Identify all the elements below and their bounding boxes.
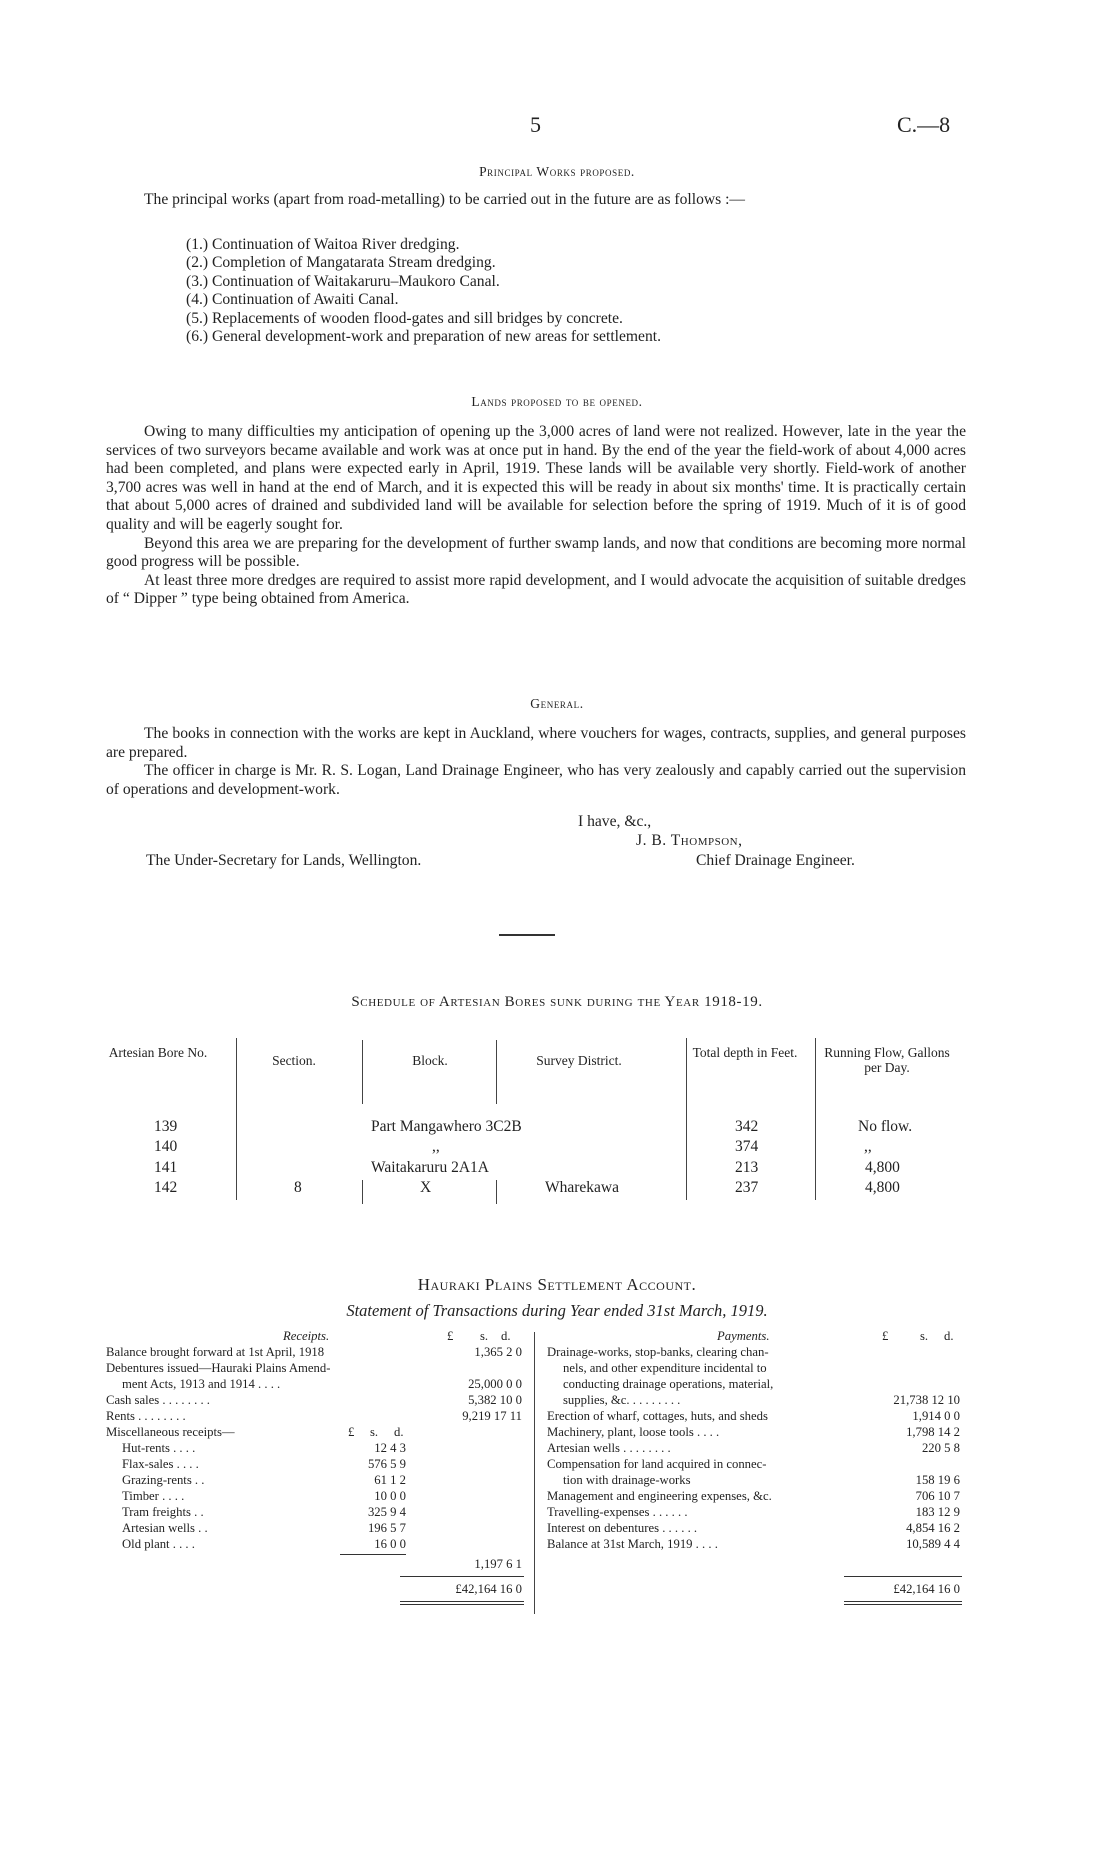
receipts-label: Receipts. xyxy=(283,1329,330,1343)
lands-paragraph: Beyond this area we are preparing for the development of further swamp lands, and now that conditions are becoming more normal good progress will be possible. xyxy=(106,534,966,571)
total-rule-top xyxy=(400,1576,524,1577)
payment-line: Drainage-works, stop-banks, clearing chan- xyxy=(547,1345,769,1359)
signature-name: J. B. Thompson, xyxy=(636,832,743,849)
payment-line: tion with drainage-works xyxy=(563,1473,691,1487)
col-header-depth: Total depth in Feet. xyxy=(692,1045,798,1060)
page-number: 5 xyxy=(530,112,541,137)
misc-item-label: Old plant . . . . xyxy=(122,1537,195,1551)
pay-total-rule-top xyxy=(844,1576,962,1577)
cell-flow: ,, xyxy=(864,1138,872,1155)
col-header-district: Survey District. xyxy=(536,1053,622,1068)
pay-col-shillings-label: s. xyxy=(920,1329,929,1343)
sub-pence-label: d. xyxy=(394,1425,404,1439)
cell-bore-no: 142 xyxy=(154,1179,178,1196)
payment-amount: 1,914 0 0 xyxy=(912,1409,960,1423)
total-rule-bottom xyxy=(400,1604,524,1605)
misc-item-amount: 325 9 4 xyxy=(367,1505,406,1519)
payment-line: Erection of wharf, cottages, huts, and sheds xyxy=(547,1409,768,1423)
works-item: (6.) General development-work and preparation of new areas for settlement. xyxy=(186,328,661,346)
works-item: (3.) Continuation of Waitakaruru–Maukoro Canal. xyxy=(186,272,500,290)
misc-item-label: Grazing-rents . . xyxy=(122,1473,205,1487)
works-intro xyxy=(106,191,966,210)
col-rule xyxy=(362,1180,363,1204)
works-item: (2.) Completion of Mangatarata Stream dredging. xyxy=(186,254,496,272)
document-code: C.—8 xyxy=(897,112,951,137)
col-pence-label: d. xyxy=(501,1329,511,1343)
misc-item-amount: 61 1 2 xyxy=(374,1473,406,1487)
payment-line: Management and engineering expenses, &c. xyxy=(547,1489,772,1503)
receipt-misc: Miscellaneous receipts— xyxy=(106,1425,235,1439)
cell-block: Part Mangawhero 3C2B xyxy=(371,1118,522,1135)
section-divider xyxy=(499,934,555,936)
payment-amount: 220 5 8 xyxy=(921,1441,960,1455)
payments-label: Payments. xyxy=(717,1329,770,1343)
col-rule xyxy=(236,1038,237,1104)
payment-line: nels, and other expenditure incidental to xyxy=(563,1361,767,1375)
misc-item-label: Tram freights . . xyxy=(122,1505,204,1519)
works-item: (5.) Replacements of wooden flood-gates and sill bridges by concrete. xyxy=(186,309,623,327)
signature-title: Chief Drainage Engineer. xyxy=(696,852,855,869)
subtotal-rule xyxy=(340,1554,406,1555)
bores-heading: Schedule of Artesian Bores sunk during the Year 1918-19. xyxy=(351,994,763,1010)
cell-bore-no: 140 xyxy=(154,1138,178,1155)
cell-bore-no: 139 xyxy=(154,1118,178,1135)
account-divider xyxy=(534,1332,535,1614)
cell-district: Wharekawa xyxy=(545,1179,620,1196)
payment-line: conducting drainage operations, material, xyxy=(563,1377,774,1391)
payment-line: Machinery, plant, loose tools . . . . xyxy=(547,1425,720,1439)
cell-depth: 374 xyxy=(735,1138,759,1155)
payment-amount: 10,589 4 4 xyxy=(906,1537,960,1551)
payment-line: Artesian wells . . . . . . . . xyxy=(547,1441,671,1455)
payment-amount: 1,798 14 2 xyxy=(906,1425,960,1439)
lands-paragraph: At least three more dredges are required to assist more rapid development, and I would advocate the acquisition of suitable dredges of “ Dipper ” type being obtained from America. xyxy=(106,571,966,608)
col-rule xyxy=(686,1038,687,1104)
col-header-section: Section. xyxy=(272,1053,316,1068)
payment-line: Compensation for land acquired in connec- xyxy=(547,1457,767,1471)
col-rule xyxy=(496,1040,497,1104)
receipt-balance-amount: 1,365 2 0 xyxy=(474,1345,522,1359)
payment-line: supplies, &c. . . . . . . . . xyxy=(563,1393,681,1407)
receipt-cash: Cash sales . . . . . . . . xyxy=(106,1393,210,1407)
works-heading: Principal Works proposed. xyxy=(479,164,635,179)
receipt-debentures: Debentures issued—Hauraki Plains Amend- xyxy=(106,1361,331,1375)
cell-block: ,, xyxy=(432,1138,440,1155)
cell-depth: 342 xyxy=(735,1118,759,1135)
payment-line: Balance at 31st March, 1919 . . . . xyxy=(547,1537,718,1551)
lands-heading: Lands proposed to be opened. xyxy=(471,394,643,409)
works-list xyxy=(186,236,661,346)
account-subheading: Statement of Transactions during Year ended 31st March, 1919. xyxy=(346,1301,768,1320)
col-rule xyxy=(362,1040,363,1104)
cell-block: Waitakaruru 2A1A xyxy=(371,1159,489,1176)
signature-closing: I have, &c., xyxy=(578,813,652,830)
col-header-block: Block. xyxy=(412,1053,448,1068)
cell-flow: 4,800 xyxy=(865,1159,900,1176)
col-rule xyxy=(815,1104,816,1200)
cell-block: X xyxy=(420,1179,432,1196)
works-item: (1.) Continuation of Waitoa River dredging. xyxy=(186,236,460,253)
col-rule xyxy=(815,1038,816,1104)
misc-total-amount: 1,197 6 1 xyxy=(474,1557,522,1571)
misc-item-label: Hut-rents . . . . xyxy=(122,1441,196,1455)
general-paragraph: The books in connection with the works are kept in Auckland, where vouchers for wages, contracts, supplies, and general purposes are prepared. xyxy=(106,725,966,761)
general-paragraph: The officer in charge is Mr. R. S. Logan, Land Drainage Engineer, who has very zealously and capably carried out the supervision of operations and development-work. xyxy=(106,762,966,798)
misc-item-amount: 576 5 9 xyxy=(367,1457,406,1471)
misc-item-amount: 12 4 3 xyxy=(374,1441,406,1455)
pay-total-rule-bottom xyxy=(844,1604,962,1605)
general-body xyxy=(106,725,966,799)
general-heading: General. xyxy=(530,696,584,711)
misc-item-amount: 10 0 0 xyxy=(374,1489,406,1503)
receipt-rents: Rents . . . . . . . . xyxy=(106,1409,186,1423)
payment-amount: 4,854 16 2 xyxy=(906,1521,960,1535)
payment-line: Travelling-expenses . . . . . . xyxy=(547,1505,688,1519)
receipt-balance: Balance brought forward at 1st April, 1918 xyxy=(106,1345,325,1359)
col-header-bore: Artesian Bore No. xyxy=(108,1045,208,1060)
misc-item-amount: 196 5 7 xyxy=(367,1521,406,1535)
receipts-total: £42,164 16 0 xyxy=(455,1582,522,1596)
sub-shillings-label: s. xyxy=(370,1425,379,1439)
misc-item-amount: 16 0 0 xyxy=(374,1537,406,1551)
cell-section: 8 xyxy=(294,1179,302,1196)
pay-total-rule-bottom xyxy=(844,1601,962,1602)
pay-col-pounds-label: £ xyxy=(882,1329,889,1343)
total-rule-bottom xyxy=(400,1601,524,1602)
payment-amount: 158 19 6 xyxy=(915,1473,960,1487)
col-rule xyxy=(496,1180,497,1204)
payment-amount: 183 12 9 xyxy=(915,1505,960,1519)
misc-item-label: Timber . . . . xyxy=(122,1489,185,1503)
works-intro-text: The principal works (apart from road-metalling) to be carried out in the future are as follows :— xyxy=(144,191,746,208)
col-rule xyxy=(236,1104,237,1200)
payment-line: Interest on debentures . . . . . . xyxy=(547,1521,698,1535)
lands-body xyxy=(106,423,966,609)
payments-total: £42,164 16 0 xyxy=(893,1582,960,1596)
misc-item-label: Flax-sales . . . . xyxy=(122,1457,199,1471)
lands-paragraph: Owing to many difficulties my anticipation of opening up the 3,000 acres of land were not realized. However, late in the year the services of two surveyors became available and work was at once put in hand. By the end of the year the field-work of about 4,000 acres had been completed, and plans were expected early in April, 1919. These lands will be available very shortly. Field-work of another 3,700 acres was well in hand at the end of March, and it is expected this will be ready in about six months' time. It is practically certain that about 5,000 acres of drained and subdivided land will be available for selection before the spring of 1919. Much of it is of good quality and will be eagerly sought for. xyxy=(106,423,966,533)
receipt-rents-amount: 9,219 17 11 xyxy=(462,1409,522,1423)
payment-amount: 21,738 12 10 xyxy=(893,1393,960,1407)
col-shillings-label: s. xyxy=(480,1329,489,1343)
cell-depth: 237 xyxy=(735,1179,759,1196)
sub-pounds-label: £ xyxy=(348,1425,355,1439)
col-pounds-label: £ xyxy=(447,1329,454,1343)
pay-col-pence-label: d. xyxy=(944,1329,954,1343)
addressee: The Under-Secretary for Lands, Wellington. xyxy=(146,852,422,869)
cell-depth: 213 xyxy=(735,1159,759,1176)
account-heading: Hauraki Plains Settlement Account. xyxy=(417,1275,697,1294)
misc-item-label: Artesian wells . . xyxy=(122,1521,208,1535)
cell-flow: No flow. xyxy=(858,1118,913,1135)
payment-amount: 706 10 7 xyxy=(915,1489,960,1503)
col-rule xyxy=(686,1104,687,1200)
receipt-debentures-amount: 25,000 0 0 xyxy=(468,1377,522,1391)
works-item: (4.) Continuation of Awaiti Canal. xyxy=(186,291,399,309)
cell-bore-no: 141 xyxy=(154,1159,178,1176)
cell-flow: 4,800 xyxy=(865,1179,900,1196)
col-header-flow: Running Flow, Gallons per Day. xyxy=(824,1045,950,1075)
receipt-debentures-cont: ment Acts, 1913 and 1914 . . . . xyxy=(122,1377,281,1391)
receipt-cash-amount: 5,382 10 0 xyxy=(468,1393,522,1407)
